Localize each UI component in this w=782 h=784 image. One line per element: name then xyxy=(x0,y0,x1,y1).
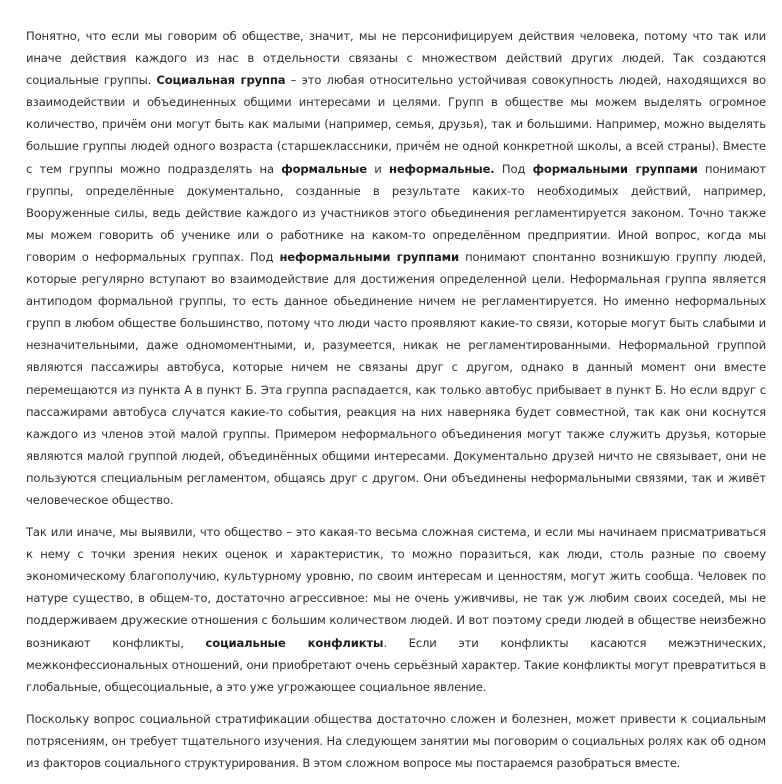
text-run: понимают группы, определённые документально, созданные в результате каких-то необходимых действий, например, Вооруженные силы, ведь действие каждого из участников этого обьединения регламентируется законом. Точно также мы можем говорить об ученике или о работнике на каком-то определённом предприятии. Иной вопрос, когда мы говорим о неформальных группах. Под xyxy=(26,161,766,264)
paragraph xyxy=(26,25,766,511)
article-body xyxy=(26,25,766,784)
text-run: понимают спонтанно возникшую группу людей, которые регулярно вступают во взаимодействие для достижения определенной цели. Неформальная группа является антиподом формальной группы, то есть данное обьединение ничем не регламентируется. Но именно неформальных групп в любом обществе большинство, потому что люди часто проявляют какие-то связи, которые могут быть слабыми и незначительными, даже одномоментными, и, разумеется, никак не регламентированными. Неформальной группой являются пассажиры автобуса, которые ничем не связаны друг с другом, однако в данный момент они вместе перемещаются из пункта А в пункт Б. Эта группа распадается, как только автобус прибывает в пункт Б. Но если вдруг с пассажирами автобуса случатся какие-то события, реакция на них наверняка будет совместной, так как они коснутся каждого из членов этой малой группы. Примером неформального объединения могут также служить друзья, которые являются малой группой людей, объединённых общими интересами. Документально друзей ничто не связывает, они не пользуются специальным регламентом, общаясь друг с другом. Они объединены неформальными связями, так и живёт человеческое общество. xyxy=(26,249,766,507)
paragraph xyxy=(26,521,766,698)
text-run: Так или иначе, мы выявили, что общество – это какая-то весьма сложная система, и если мы начинаем присматриваться к нему с точки зрения неких оценок и характеристик, то можно поразиться, как люди, столь разные по своему экономическому благополучию, культурному уровню, по своим интересам и ценностям, могут жить сообща. Человек по натуре существо, в общем-то, достаточно агрессивное: мы не очень уживчивы, не так уж любим своих соседей, мы не поддерживаем дружеские отношения с большим количеством людей. И вот поэтому среди людей в обществе неизбежно возникают конфликты, xyxy=(26,525,766,650)
text-run: Под xyxy=(494,161,533,176)
text-run: . Если эти конфликты касаются межэтнических, межконфессиональных отношений, они приобретают очень серьёзный характер. Такие конфликты могут превратиться в глобальные, общесоциальные, а это уже угрожающее социальное явление. xyxy=(26,635,766,694)
term-social-group: Социальная группа xyxy=(156,73,286,88)
term-informal-groups: неформальными группами xyxy=(279,249,459,264)
term-formal-groups: формальными группами xyxy=(532,161,698,176)
term-formal: формальные xyxy=(281,161,367,176)
text-run: Понятно, что если мы говорим об обществе, значит, мы не персонифицируем действия человека, потому что так или иначе действия каждого из нас в отдельности связаны с множеством действий других людей. Так создаются социальные группы. xyxy=(26,29,766,88)
term-social-conflicts: социальные конфликты xyxy=(205,635,384,650)
text-run: и xyxy=(366,161,389,176)
term-informal: неформальные. xyxy=(388,161,495,176)
text-run: Поскольку вопрос социальной стратификации общества достаточно сложен и болезнен, может привести к социальным потрясениям, он требует тщательного изучения. На следующем занятии мы поговорим о социальных ролях как об одном из факторов социального структурирования. В этом сложном вопросе мы постараемся разобраться вместе. xyxy=(26,711,766,770)
paragraph xyxy=(26,708,766,774)
text-run: – это любая относительно устойчивая совокупность людей, находящихся во взаимодействии и объединенных общими интересами и целями. Групп в обществе мы можем выделять огромное количество, причём они могут быть как малыми (например, семья, друзья), так и большими. Например, можно выделять большие группы людей одного возраста (старшеклассники, причём не одной конкретной школы, а всей страны). Вместе с тем группы можно подразделять на xyxy=(26,73,766,176)
